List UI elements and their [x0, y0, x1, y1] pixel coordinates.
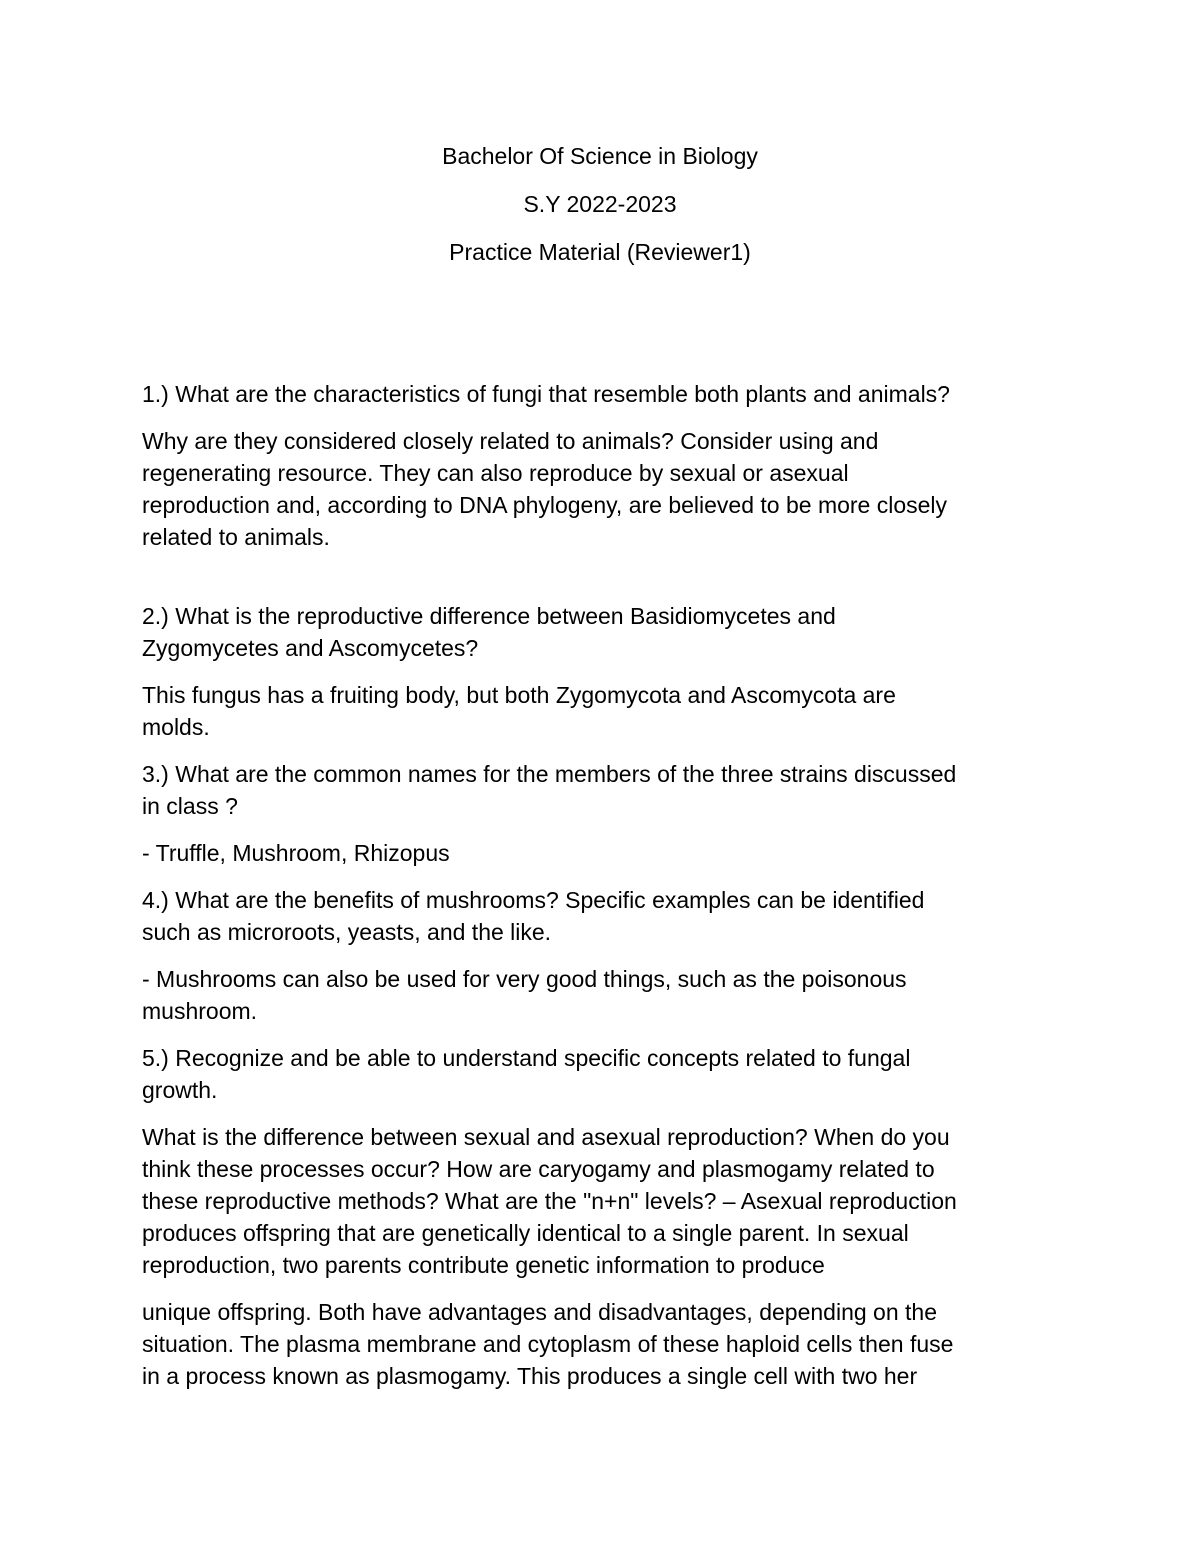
question-1: 1.) What are the characteristics of fungi that resemble both plants and animals?	[142, 381, 950, 407]
question-5: 5.) Recognize and be able to understand specific concepts related to fungal growth.	[142, 1045, 911, 1103]
question-2: 2.) What is the reproductive difference between Basidiomycetes and Zygomycetes and Ascomycetes?	[142, 603, 836, 661]
answer-5-part-1: What is the difference between sexual and asexual reproduction? When do you think these processes occur? How are caryogamy and plasmogamy related to these reproductive methods? What are the "n+n" levels? – Asexual reproduction produces offspring that are genetically identical to a single parent. In sexual reproduction, two parents contribute genetic information to produce	[142, 1124, 957, 1278]
answer-3: - Truffle, Mushroom, Rhizopus	[142, 840, 450, 866]
answer-5-part-2: unique offspring. Both have advantages and disadvantages, depending on the situation. The plasma membrane and cytoplasm of these haploid cells then fuse in a process known as plasmogamy. This produces a single cell with two her	[142, 1299, 954, 1389]
question-4: 4.) What are the benefits of mushrooms? Specific examples can be identified such as microroots, yeasts, and the like.	[142, 887, 925, 945]
answer-1: Why are they considered closely related to animals? Consider using and regenerating resource. They can also reproduce by sexual or asexual reproduction and, according to DNA phylogeny, are believed to be more closely related to animals.	[142, 428, 948, 550]
answer-4: - Mushrooms can also be used for very good things, such as the poisonous mushroom.	[142, 966, 907, 1024]
document-body	[142, 378, 1062, 1407]
document-title: Bachelor Of Science in Biology	[442, 143, 758, 169]
document-subtitle: Practice Material (Reviewer1)	[449, 239, 751, 265]
question-3: 3.) What are the common names for the members of the three strains discussed in class ?	[142, 761, 957, 819]
school-year: S.Y 2022-2023	[523, 191, 677, 217]
answer-2: This fungus has a fruiting body, but both Zygomycota and Ascomycota are molds.	[142, 682, 896, 740]
